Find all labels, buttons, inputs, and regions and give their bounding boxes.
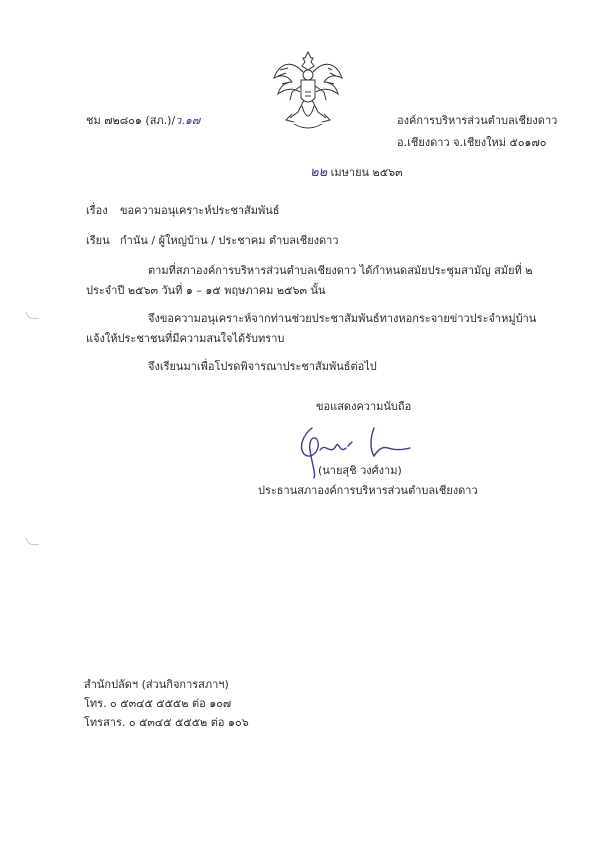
subject-text: ขอความอนุเคราะห์ประชาสัมพันธ์: [120, 204, 280, 217]
signer-position: ประธานสภาองค์การบริหารส่วนตำบลเชียงดาว: [258, 484, 478, 497]
recipient-label: เรียน: [86, 234, 110, 247]
date-day-handwritten: ๒๒: [310, 165, 328, 180]
reference-handwritten: ว.๑๗: [175, 114, 201, 127]
body-paragraph-1-line-1: ตามที่สภาองค์การบริหารส่วนตำบลเชียงดาว ได้กำหนดสมัยประชุมสามัญ สมัยที่ ๒: [148, 264, 533, 277]
body-paragraph-2-line-2: แจ้งให้ประชาชนที่มีความสนใจได้รับทราบ: [86, 332, 285, 345]
reference-prefix: ชม ๗๒๘๐๑ (สภ.)/: [86, 114, 176, 127]
body-paragraph-3: จึงเรียนมาเพื่อโปรดพิจารณาประชาสัมพันธ์ต่อไป: [148, 360, 377, 373]
footer-phone: โทร. ๐ ๕๓๔๕ ๕๕๕๒ ต่อ ๑๐๗: [84, 697, 232, 710]
recipient-text: กำนัน / ผู้ใหญ่บ้าน / ประชาคม ตำบลเชียงดาว: [120, 234, 339, 247]
signer-name: (นายสุชิ วงศ์งาม): [318, 464, 402, 477]
date-month-year: เมษายน ๒๕๖๓: [330, 166, 403, 179]
organization-name: องค์การบริหารส่วนตำบลเชียงดาว: [397, 114, 558, 127]
footer-office: สำนักปลัดฯ (ส่วนกิจการสภาฯ): [84, 678, 229, 691]
subject-label: เรื่อง: [86, 204, 108, 217]
body-paragraph-2-line-1: จึงขอความอนุเคราะห์จากท่านช่วยประชาสัมพันธ์ทางหอกระจายข่าวประจำหมู่บ้าน: [148, 312, 537, 325]
organization-address: อ.เชียงดาว จ.เชียงใหม่ ๕๐๑๗๐: [397, 136, 547, 149]
closing-text: ขอแสดงความนับถือ: [316, 400, 412, 413]
garuda-emblem-icon: [272, 48, 344, 132]
footer-fax: โทรสาร. ๐ ๕๓๔๕ ๕๕๕๒ ต่อ ๑๐๖: [84, 716, 249, 729]
punch-hole-mark: [26, 312, 39, 319]
punch-hole-mark: [26, 538, 39, 545]
letter-date: [310, 166, 403, 180]
reference-number: [86, 114, 200, 128]
body-paragraph-1-line-2: ประจำปี ๒๕๖๓ วันที่ ๑ – ๑๕ พฤษภาคม ๒๕๖๓ นั้น: [86, 284, 326, 297]
